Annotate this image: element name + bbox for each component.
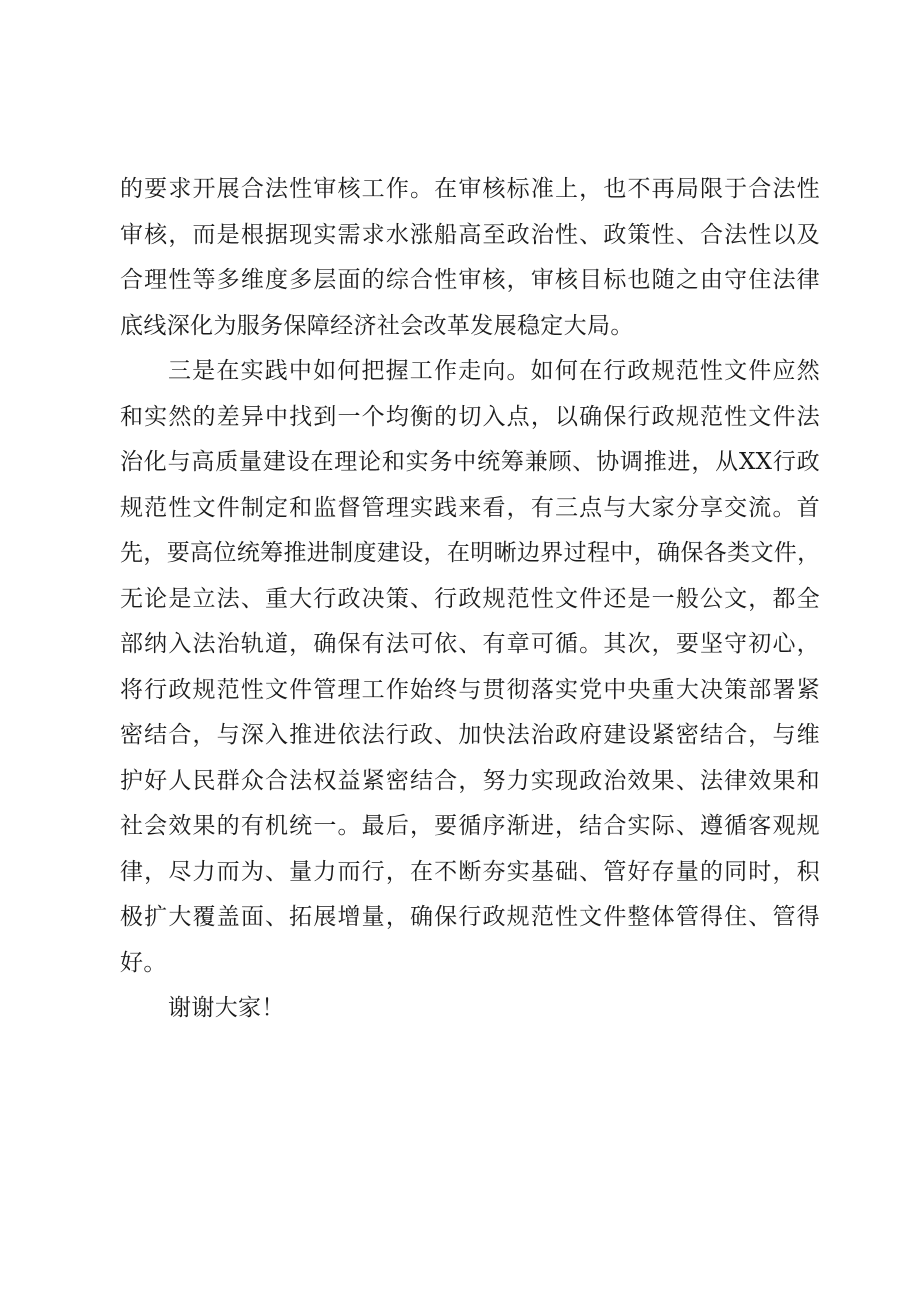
text-line: 好。 [120, 949, 167, 976]
text-line: 和实然的差异中找到一个均衡的切入点，以确保行政规范性文件法 [120, 403, 820, 430]
text-line: 治化与高质量建设在理论和实务中统筹兼顾、协调推进，从XX行政 [120, 449, 820, 475]
paragraph-1 [120, 167, 820, 349]
text-line: 合理性等多维度多层面的综合性审核，审核目标也随之由守住法律 [120, 267, 820, 293]
text-line: 社会效果的有机统一。最后，要循序渐进，结合实际、遵循客观规 [120, 813, 820, 839]
text-line: 底线深化为服务保障经济社会改革发展稳定大局。 [120, 312, 634, 339]
text-line: 的要求开展合法性审核工作。在审核标准上，也不再局限于合法性 [120, 176, 820, 202]
text-line: 极扩大覆盖面、拓展增量，确保行政规范性文件整体管得住、管得 [120, 904, 820, 930]
text-line: 护好人民群众合法权益紧密结合，努力实现政治效果、法律效果和 [120, 767, 820, 794]
text-line: 部纳入法治轨道，确保有法可依、有章可循。其次，要坚守初心， [120, 631, 820, 657]
document-body [120, 167, 820, 1032]
closing-line: 谢谢大家！ [168, 995, 285, 1021]
text-line: 先，要高位统筹推进制度建设，在明晰边界过程中，确保各类文件， [120, 540, 821, 566]
closing-paragraph [120, 986, 820, 1032]
text-line: 密结合，与深入推进依法行政、加快法治政府建设紧密结合，与维 [120, 722, 820, 748]
text-line: 规范性文件制定和监督管理实践来看，有三点与大家分享交流。首 [120, 494, 820, 521]
text-line: 审核，而是根据现实需求水涨船高至政治性、政策性、合法性以及 [120, 221, 820, 248]
text-line: 无论是立法、重大行政决策、行政规范性文件还是一般公文，都全 [120, 585, 820, 612]
text-line: 三是在实践中如何把握工作走向。如何在行政规范性文件应然 [168, 358, 820, 384]
text-line: 律，尽力而为、量力而行，在不断夯实基础、管好存量的同时，积 [120, 858, 820, 885]
paragraph-2 [120, 349, 820, 986]
text-line: 将行政规范性文件管理工作始终与贯彻落实党中央重大决策部署紧 [120, 676, 820, 703]
